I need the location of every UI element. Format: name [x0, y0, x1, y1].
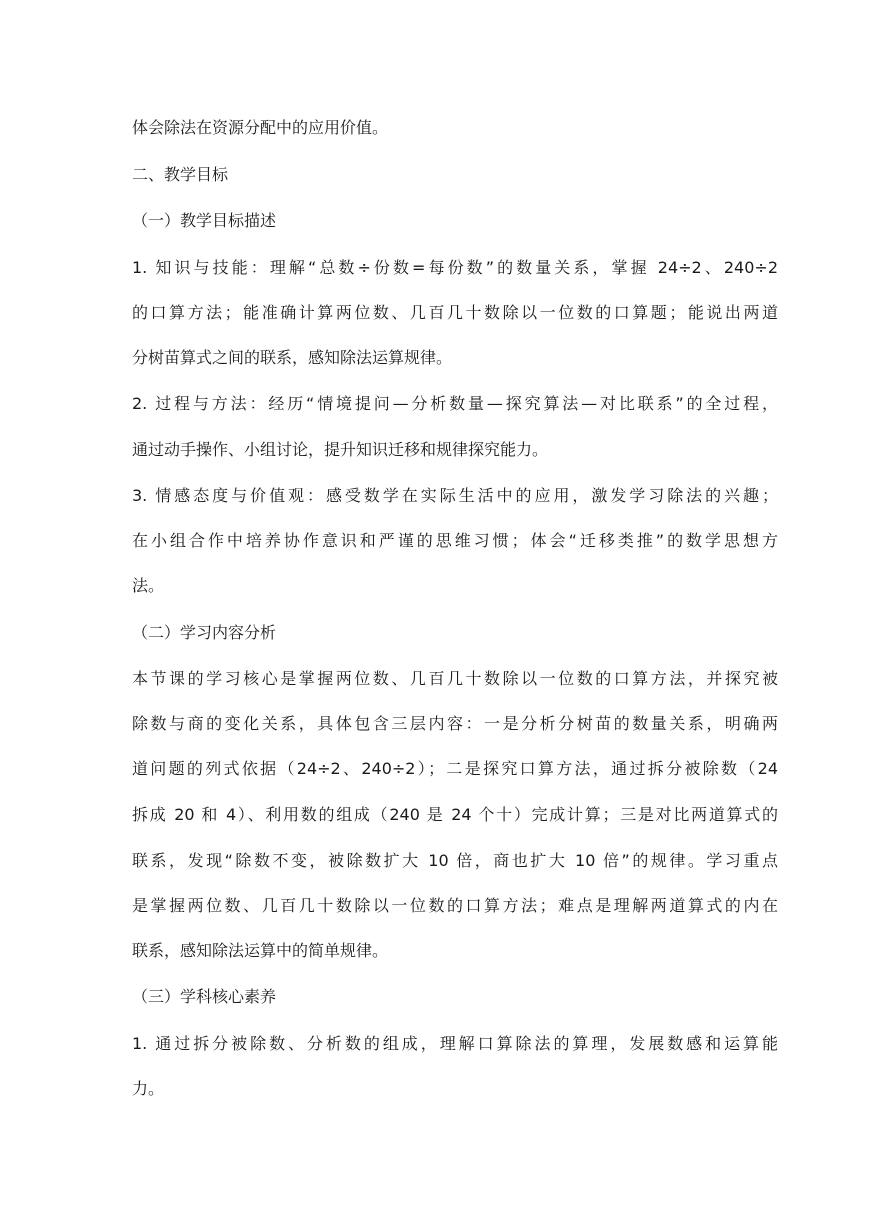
subsection-heading: （二）学习内容分析 — [132, 623, 277, 642]
paragraph-line: 本节课的学习核心是掌握两位数、几百几十数除以一位数的口算方法，并探究被 — [132, 669, 778, 688]
paragraph-line: 3. 情感态度与价值观：感受数学在实际生活中的应用，激发学习除法的兴趣； — [132, 486, 778, 505]
paragraph-line: 1. 知识与技能：理解“总数÷份数=每份数”的数量关系，掌握 24÷2、240÷2 — [132, 258, 778, 277]
paragraph-line: 除数与商的变化关系，具体包含三层内容：一是分析分树苗的数量关系，明确两 — [132, 714, 778, 733]
paragraph-line: 法。 — [132, 576, 165, 595]
paragraph-line: 拆成 20 和 4）、利用数的组成（240 是 24 个十）完成计算；三是对比两道算式的 — [132, 805, 778, 824]
paragraph-line: 道问题的列式依据（24÷2、240÷2）；二是探究口算方法，通过拆分被除数（24 — [132, 759, 778, 778]
subsection-heading: （一）教学目标描述 — [132, 211, 277, 230]
paragraph-line: 1. 通过拆分被除数、分析数的组成，理解口算除法的算理，发展数感和运算能 — [132, 1034, 778, 1053]
section-heading: 二、教学目标 — [132, 165, 229, 184]
subsection-heading: （三）学科核心素养 — [132, 987, 277, 1006]
paragraph-line: 联系，感知除法运算中的简单规律。 — [132, 941, 389, 960]
paragraph-line: 的口算方法；能准确计算两位数、几百几十数除以一位数的口算题；能说出两道 — [132, 303, 778, 322]
paragraph-line: 力。 — [132, 1079, 165, 1098]
paragraph-line: 通过动手操作、小组讨论，提升知识迁移和规律探究能力。 — [132, 440, 549, 459]
paragraph-line: 在小组合作中培养协作意识和严谨的思维习惯；体会“迁移类推”的数学思想方 — [132, 531, 778, 550]
paragraph-line: 联系，发现“除数不变，被除数扩大 10 倍，商也扩大 10 倍”的规律。学习重点 — [132, 851, 778, 870]
paragraph-line: 体会除法在资源分配中的应用价值。 — [132, 118, 389, 137]
paragraph-line: 分树苗算式之间的联系，感知除法运算规律。 — [132, 348, 453, 367]
paragraph-line: 是掌握两位数、几百几十数除以一位数的口算方法；难点是理解两道算式的内在 — [132, 896, 778, 915]
paragraph-line: 2. 过程与方法：经历“情境提问—分析数量—探究算法—对比联系”的全过程， — [132, 394, 778, 413]
